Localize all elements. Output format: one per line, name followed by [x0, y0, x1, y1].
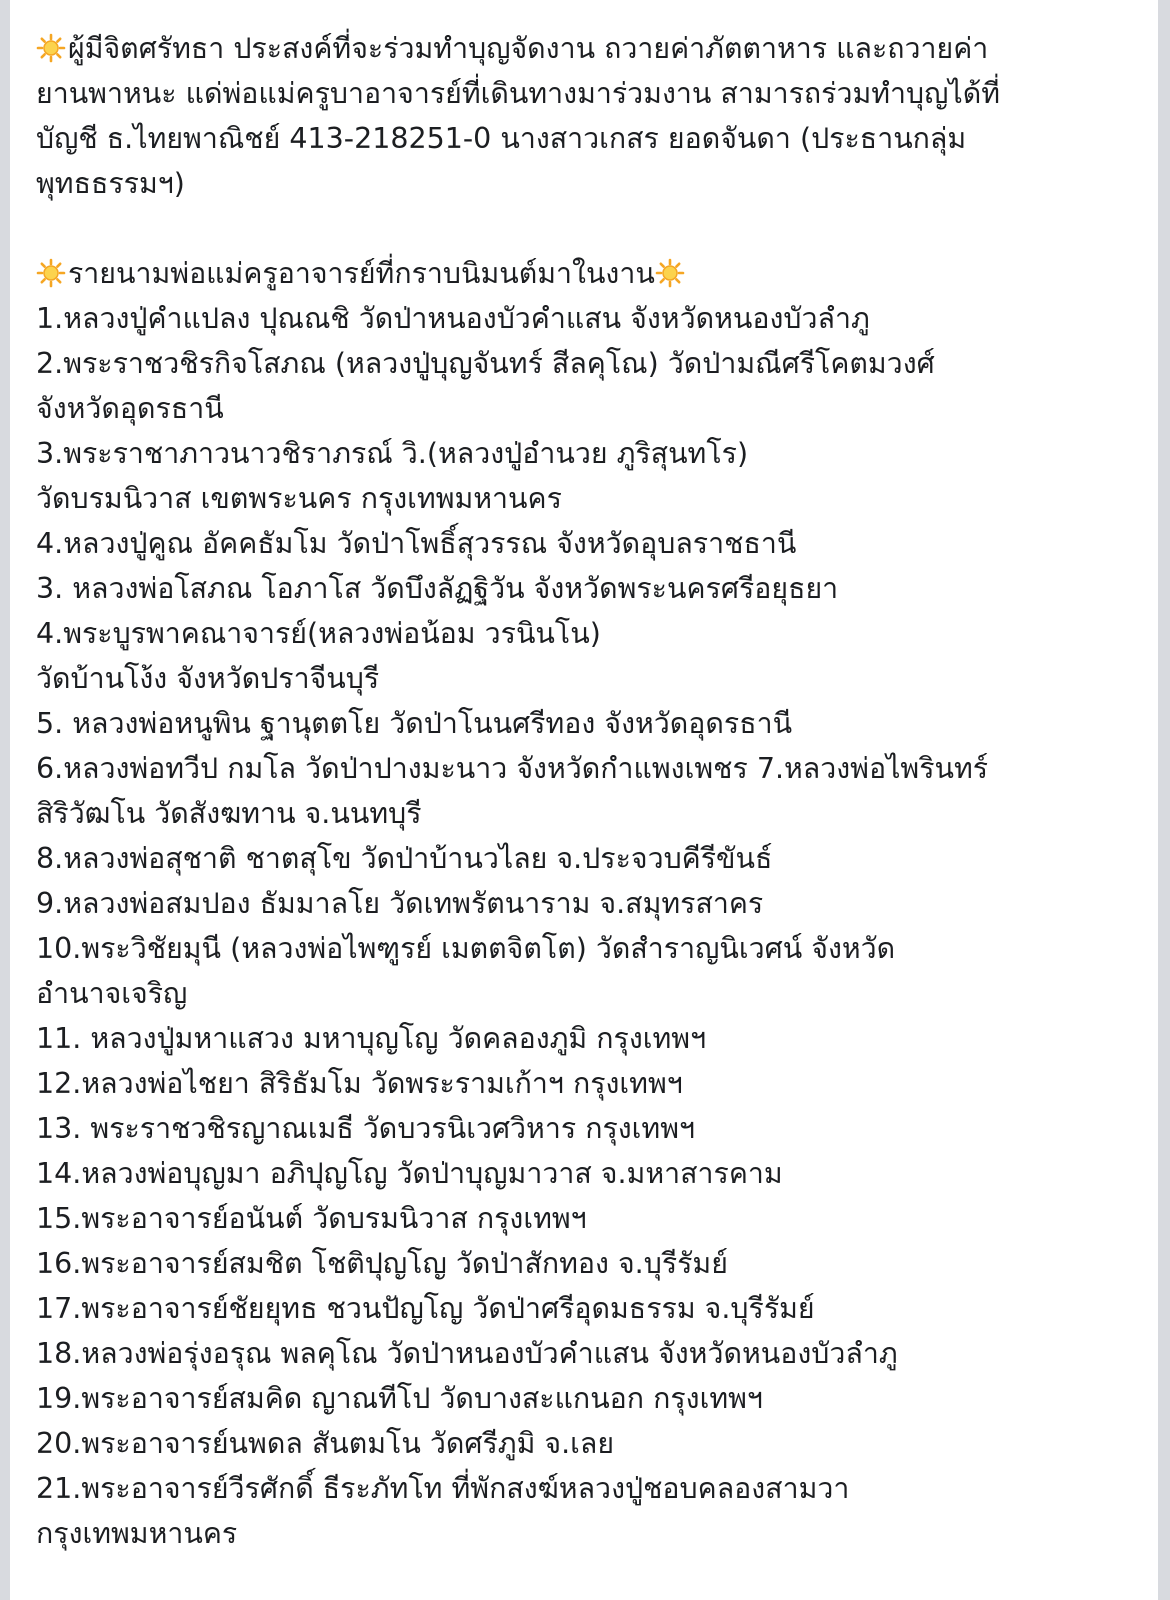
list-item: 3.พระราชาภาวนาวชิราภรณ์ วิ.(หลวงปู่อำนวย ภูริสุนทโร)	[36, 437, 749, 470]
list-item: กรุงเทพมหานคร	[36, 1517, 238, 1550]
list-item: 11. หลวงปู่มหาแสวง มหาบุญโญ วัดคลองภูมิ กรุงเทพฯ	[36, 1022, 707, 1055]
right-border	[1158, 0, 1170, 1600]
list-item: 15.พระอาจารย์อนันต์ วัดบรมนิวาส กรุงเทพฯ	[36, 1202, 587, 1235]
list-item: 10.พระวิชัยมุนี (หลวงพ่อไพฑูรย์ เมตตจิตโต) วัดสำราญนิเวศน์ จังหวัด	[36, 932, 896, 965]
intro-line	[36, 26, 1146, 71]
post-body	[36, 26, 1146, 1556]
list-item: 17.พระอาจารย์ชัยยุทธ ชวนปัญโญ วัดป่าศรีอุดมธรรม จ.บุรีรัมย์	[36, 1292, 815, 1325]
list-item: 20.พระอาจารย์นพดล สันตมโน วัดศรีภูมิ จ.เลย	[36, 1427, 615, 1460]
list-item: 5. หลวงพ่อหนูพิน ฐานุตตโย วัดป่าโนนศรีทอง จังหวัดอุดรธานี	[36, 707, 793, 740]
list-item: 8.หลวงพ่อสุชาติ ชาตสุโข วัดป่าบ้านวไลย จ.ประจวบคีรีขันธ์	[36, 842, 773, 875]
intro-line: พุทธธรรมฯ)	[36, 167, 185, 200]
list-item: อำนาจเจริญ	[36, 977, 188, 1010]
list-heading	[36, 251, 1146, 296]
intro-text: ผู้มีจิตศรัทธา ประสงค์ที่จะร่วมทำบุญจัดงาน ถวายค่าภัตตาหาร และถวายค่า	[68, 32, 989, 65]
list-item: 3. หลวงพ่อโสภณ โอภาโส วัดบึงลัฏฐิวัน จังหวัดพระนครศรีอยุธยา	[36, 572, 839, 605]
list-item: 4.พระบูรพาคณาจารย์(หลวงพ่อน้อม วรนินโน)	[36, 617, 601, 650]
list-item: 18.หลวงพ่อรุ่งอรุณ พลคุโณ วัดป่าหนองบัวคำแสน จังหวัดหนองบัวลำภู	[36, 1337, 898, 1370]
list-item: วัดบ้านโง้ง จังหวัดปราจีนบุรี	[36, 662, 380, 695]
list-item: 12.หลวงพ่อไชยา สิริธัมโม วัดพระรามเก้าฯ กรุงเทพฯ	[36, 1067, 683, 1100]
intro-line: บัญชี ธ.ไทยพาณิชย์ 413-218251-0 นางสาวเกสร ยอดจันดา (ประธานกลุ่ม	[36, 122, 967, 155]
list-item: 6.หลวงพ่อทวีป กมโล วัดป่าปางมะนาว จังหวัดกำแพงเพชร 7.หลวงพ่อไพรินทร์	[36, 752, 989, 785]
list-item: 16.พระอาจารย์สมชิต โชติปุญโญ วัดป่าสักทอง จ.บุรีรัมย์	[36, 1247, 728, 1280]
list-item: สิริวัฒโน วัดสังฆทาน จ.นนทบุรี	[36, 797, 422, 830]
sun-emoji-icon	[36, 258, 66, 288]
left-border	[0, 0, 10, 1600]
sun-emoji-icon	[36, 33, 66, 63]
paragraph-gap	[36, 206, 1146, 251]
list-item: 21.พระอาจารย์วีรศักดิ์ ธีระภัทโท ที่พักสงฆ์หลวงปู่ชอบคลองสามวา	[36, 1472, 850, 1505]
list-item: 2.พระราชวชิรกิจโสภณ (หลวงปู่บุญจันทร์ สีลคุโณ) วัดป่ามณีศรีโคตมวงศ์	[36, 347, 935, 380]
list-item: 4.หลวงปู่คูณ อัคคธัมโม วัดป่าโพธิ์สุวรรณ จังหวัดอุบลราชธานี	[36, 527, 797, 560]
list-item: วัดบรมนิวาส เขตพระนคร กรุงเทพมหานคร	[36, 482, 562, 515]
list-heading-text: รายนามพ่อแม่ครูอาจารย์ที่กราบนิมนต์มาในงาน	[68, 257, 655, 290]
list-item: 14.หลวงพ่อบุญมา อภิปุญโญ วัดป่าบุญมาวาส จ.มหาสารคาม	[36, 1157, 783, 1190]
sun-emoji-icon	[655, 258, 685, 288]
list-item: 1.หลวงปู่คำแปลง ปุณณชิ วัดป่าหนองบัวคำแสน จังหวัดหนองบัวลำภู	[36, 302, 870, 335]
list-item: 13. พระราชวชิรญาณเมธี วัดบวรนิเวศวิหาร กรุงเทพฯ	[36, 1112, 695, 1145]
intro-line: ยานพาหนะ แด่พ่อแม่ครูบาอาจารย์ที่เดินทางมาร่วมงาน สามารถร่วมทำบุญได้ที่	[36, 77, 1001, 110]
list-item: จังหวัดอุดรธานี	[36, 392, 224, 425]
list-item: 9.หลวงพ่อสมปอง ธัมมาลโย วัดเทพรัตนาราม จ.สมุทรสาคร	[36, 887, 764, 920]
list-item: 19.พระอาจารย์สมคิด ญาณทีโป วัดบางสะแกนอก กรุงเทพฯ	[36, 1382, 763, 1415]
